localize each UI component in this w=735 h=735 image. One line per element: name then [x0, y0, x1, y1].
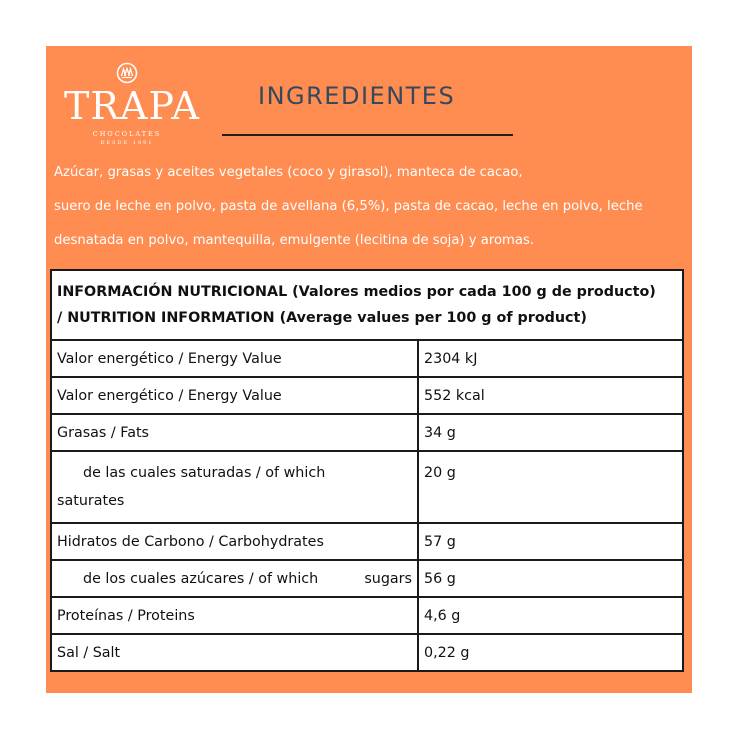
table-row: [51, 597, 683, 634]
table-row: [51, 451, 683, 523]
nutrient-value: 552 kcal: [418, 377, 683, 414]
table-row: [51, 560, 683, 597]
brand-tagline: CHOCOLATES: [92, 130, 162, 138]
nutrient-value: 20 g: [418, 451, 683, 523]
nutrient-value: 0,22 g: [418, 634, 683, 671]
nutrient-value: 34 g: [418, 414, 683, 451]
nutrient-label-part: de los cuales azúcares / of which: [83, 570, 319, 587]
ingredients-line: suero de leche en polvo, pasta de avellana (6,5%), pasta de cacao, leche en polvo, leche: [54, 199, 643, 214]
table-row: [51, 340, 683, 377]
nutrient-label: Sal / Salt: [51, 634, 418, 671]
table-row: [51, 634, 683, 671]
nutrient-label: Valor energético / Energy Value: [51, 340, 418, 377]
nutrition-table: [50, 269, 684, 672]
nutrition-header-row: [51, 270, 683, 340]
nutrient-label-part: de las cuales saturadas / of which: [83, 465, 326, 481]
nutrient-label: [51, 451, 418, 523]
nutrition-header-en: / NUTRITION INFORMATION (Average values per 100 g of product): [57, 310, 587, 326]
nutrition-header-es: INFORMACIÓN NUTRICIONAL (Valores medios por cada 100 g de producto): [57, 284, 656, 300]
product-info-panel: [46, 46, 692, 693]
nutrient-value: 56 g: [418, 560, 683, 597]
table-row: [51, 377, 683, 414]
nutrient-label-row: [57, 571, 412, 587]
nutrient-label: Grasas / Fats: [51, 414, 418, 451]
nutrient-label-part: sugars: [364, 570, 412, 587]
nutrient-value: 2304 kJ: [418, 340, 683, 377]
ingredients-heading: INGREDIENTES: [258, 82, 456, 110]
ingredients-text: [54, 156, 690, 258]
nutrient-label: [51, 560, 418, 597]
ingredients-line: desnatada en polvo, mantequilla, emulgente (lecitina de soja) y aromas.: [54, 233, 535, 248]
nutrition-header: [51, 270, 683, 340]
table-row: [51, 414, 683, 451]
nutrient-label: Valor energético / Energy Value: [51, 377, 418, 414]
nutrient-label: Proteínas / Proteins: [51, 597, 418, 634]
ingredients-line: Azúcar, grasas y aceites vegetales (coco y girasol), manteca de cacao,: [54, 165, 523, 180]
heading-underline: [222, 134, 513, 136]
brand-since: DESDE 1891: [100, 140, 154, 146]
nutrient-value: 57 g: [418, 523, 683, 560]
nutrient-label: Hidratos de Carbono / Carbohydrates: [51, 523, 418, 560]
brand-logo: [64, 60, 200, 156]
nutrient-value: 4,6 g: [418, 597, 683, 634]
table-row: [51, 523, 683, 560]
brand-name: TRAPA: [64, 84, 200, 128]
nutrient-label-part: saturates: [57, 493, 125, 509]
